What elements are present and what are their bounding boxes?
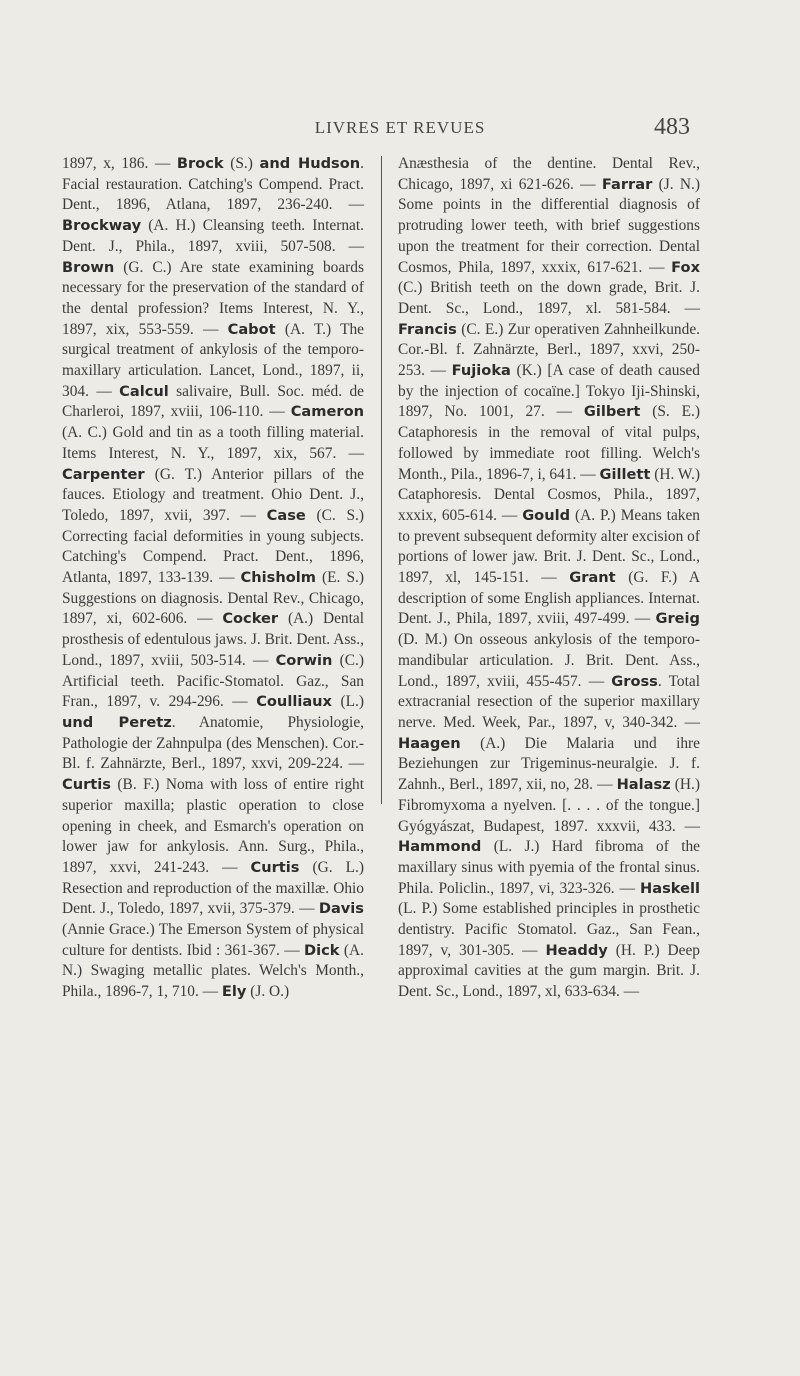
citation-text: (A. C.) Gold and tin as a tooth filling material. Items Interest, N. Y., 1897, xix, 567. — xyxy=(62,424,364,462)
author-name: Grant xyxy=(569,569,616,587)
author-name: Haagen xyxy=(398,734,461,752)
citation-text: (C. S.) Correcting facial deformities in young subjects. Catching's Compend. Pract. Dent., 1896, Atlanta, 1897, 133-139. — xyxy=(62,506,364,587)
author-name: Hammond xyxy=(398,838,482,856)
author-name: Greig xyxy=(655,610,700,628)
author-name: Headdy xyxy=(545,941,608,959)
author-name: Case xyxy=(266,506,306,524)
author-name: Gilbert xyxy=(583,403,641,421)
citation-text: (L. J.) Hard fibroma of the maxillary sinus with pyemia of the frontal sinus. Phila. Policlin., 1897, vi, 323-326. — xyxy=(398,838,700,897)
citation-text: (L. P.) Some established principles in prosthetic dentistry. Pacific Stomatol. Gaz., San Fean., 1897, v, 301-305. — xyxy=(398,900,700,959)
author-name: Farrar xyxy=(601,175,653,193)
page-number: 483 xyxy=(654,114,690,140)
citation-text: (H.) Fibromyxoma a nyelven. [. . . . of the tongue.] Gyógyászat, Budapest, 1897. xxxvii, 433. — xyxy=(398,776,700,835)
citation-text: (A. H.) Cleansing teeth. Internat. Dent. J., Phila., 1897, xviii, 507-508. — xyxy=(62,217,364,255)
citation-text: (H. W.) Cataphoresis. Dental Cosmos, Phila., 1897, xxxix, 605-614. — xyxy=(398,465,700,524)
author-name: Ely xyxy=(221,983,247,1001)
column-divider xyxy=(381,156,382,804)
author-name: Calcul xyxy=(119,382,169,400)
author-name: Gross xyxy=(611,672,658,690)
author-name: Corwin xyxy=(275,651,333,669)
author-name: Cameron xyxy=(290,403,364,421)
author-name: Halasz xyxy=(616,776,671,794)
citation-text: (E. S.) Suggestions on diagnosis. Dental Rev., Chicago, 1897, xi, 602-606. — xyxy=(62,569,364,628)
citation-text: (G. F.) A description of some English appliances. Internat. Dent. J., Phila, 1897, xviii, 497-499. — xyxy=(398,569,700,628)
citation-text: (C. E.) Zur operativen Zahnheilkunde. Cor.-Bl. f. Zahnärzte, Berl., 1897, xxvi, 250-253. — xyxy=(398,320,700,380)
author-name: Fujioka xyxy=(451,362,511,380)
citation-text: (A. N.) Swaging metallic plates. Welch's Month., Phila., 1896-7, 1, 710. — xyxy=(62,941,364,1001)
author-name: Chisholm xyxy=(240,569,316,587)
citation-text: (A. P.) Means taken to prevent subsequent deformity alter excision of portions of lower jaw. Brit. J. Dent. Sc., Lond., 1897, xl, 145-151. — xyxy=(398,506,700,587)
running-title: LIVRES ET REVUES xyxy=(314,118,486,137)
author-name: Brockway xyxy=(62,217,142,235)
author-name: Davis xyxy=(318,900,364,918)
citation-text: (J. N.) Some points in the differential diagnosis of protruding lower teeth, with brief suggestions upon the treatment for their correction. Dental Cosmos, Phila, 1897, xxxix, 617-621. — xyxy=(398,175,700,276)
author-name: Cocker xyxy=(222,610,279,628)
left-column xyxy=(62,154,364,1003)
author-name: Curtis xyxy=(250,858,300,876)
author-name: Haskell xyxy=(640,879,700,897)
citation-text: 1897, x, 186. — xyxy=(62,155,177,172)
author-name: Dick xyxy=(304,941,340,959)
citation-text: (D. M.) On osseous ankylosis of the temporo-mandibular articulation. J. Brit. Dent. Ass., Lond., 1897, xviii, 455-457. — xyxy=(398,631,700,690)
author-name: Cabot xyxy=(227,320,276,338)
citation-text: salivaire, Bull. Soc. méd. de Charleroi, 1897, xviii, 106-110. — xyxy=(62,382,364,421)
citation-text: (G. L.) Resection and reproduction of the maxillæ. Ohio Dent. J., Toledo, 1897, xvii, 375-379. — xyxy=(62,858,364,918)
citation-text: (G. T.) Anterior pillars of the fauces. Etiology and treatment. Ohio Dent. J., Toledo, 1897, xvii, 397. — xyxy=(62,465,364,524)
citation-text: (H. P.) Deep approximal cavities at the gum margin. Brit. J. Dent. Sc., Lond., 1897, xl, 633-634. — xyxy=(398,941,700,1001)
citation-text: Anæsthesia of the dentine. Dental Rev., Chicago, 1897, xi 621-626. — xyxy=(398,155,700,193)
author-name: Coulliaux xyxy=(256,693,332,711)
citation-text: (A.) Dental prosthesis of edentulous jaws. J. Brit. Dent. Ass., Lond., 1897, xviii, 503-514. — xyxy=(62,610,365,669)
author-name: Fox xyxy=(671,258,700,276)
citation-text: (A.) Die Malaria und ihre Beziehungen zur Trigeminus-neuralgie. J. f. Zahnh., Berl., 1897, xii, no, 28. — xyxy=(398,734,700,794)
citation-text: (J. O.) xyxy=(246,983,290,1001)
citation-text: (C.) British teeth on the down grade, Brit. J. Dent. Sc., Lond., 1897, xl. 581-584. — xyxy=(398,279,700,317)
citation-text: (Annie Grace.) The Emerson System of physical culture for dentists. Ibid : 361-367. — xyxy=(62,921,364,959)
author-name: Brown xyxy=(62,258,115,276)
author-name: Brock xyxy=(176,155,224,172)
author-name: and Hudson xyxy=(259,155,361,172)
citation-text: . Facial restauration. Catching's Compend. Pract. Dent., 1896, Atlana, 1897, 236-240. — xyxy=(62,155,364,214)
citation-text: (B. F.) Noma with loss of entire right superior maxilla; plastic operation to close opening in cheek, and Esmarch's operation on lower jaw for ankylosis. Ann. Surg., Phila., 1897, xxvi, 241-243. — xyxy=(62,776,364,876)
author-name: Curtis xyxy=(62,776,111,794)
citation-text: (C.) Artificial teeth. Pacific-Stomatol. Gaz., San Fran., 1897, v. 294-296. — xyxy=(62,651,365,711)
citation-text: (A. T.) The surgical treatment of ankylosis of the temporo-maxillary articulation. Lancet, Lond., 1897, ii, 304. — xyxy=(62,320,365,400)
citation-text: (S. E.) Cataphoresis in the removal of vital pulps, followed by immediate root filling. Welch's Month., Pila., 1896-7, i, 641. — xyxy=(398,403,700,483)
citation-text: . Total extracranial resection of the superior maxillary nerve. Med. Week, Par., 1897, v, 340-342. — xyxy=(398,672,701,731)
author-name: Francis xyxy=(398,320,457,338)
author-name: Gould xyxy=(522,506,571,524)
author-name: Carpenter xyxy=(62,465,145,483)
citation-text: (L.) xyxy=(331,693,364,711)
citation-text: . Anatomie, Physiologie, Pathologie der Zahnpulpa (des Menschen). Cor.-Bl. f. Zahnärzte, Berl., 1897, xxvi, 209-224. — xyxy=(62,713,365,773)
citation-text: (S.) xyxy=(223,155,260,172)
author-name: Gillett xyxy=(599,465,651,483)
citation-text: (K.) [A case of death caused by the injection of cocaïne.] Tokyo Iji-Shinski, 1897, No. 1001, 27. — xyxy=(398,362,700,421)
citation-text: (G. C.) Are state examining boards necessary for the preservation of the standard of the dental profession? Items Interest, N. Y., 1897, xix, 553-559. — xyxy=(62,258,364,338)
right-column xyxy=(398,154,700,1003)
author-name: und Peretz xyxy=(62,713,172,731)
